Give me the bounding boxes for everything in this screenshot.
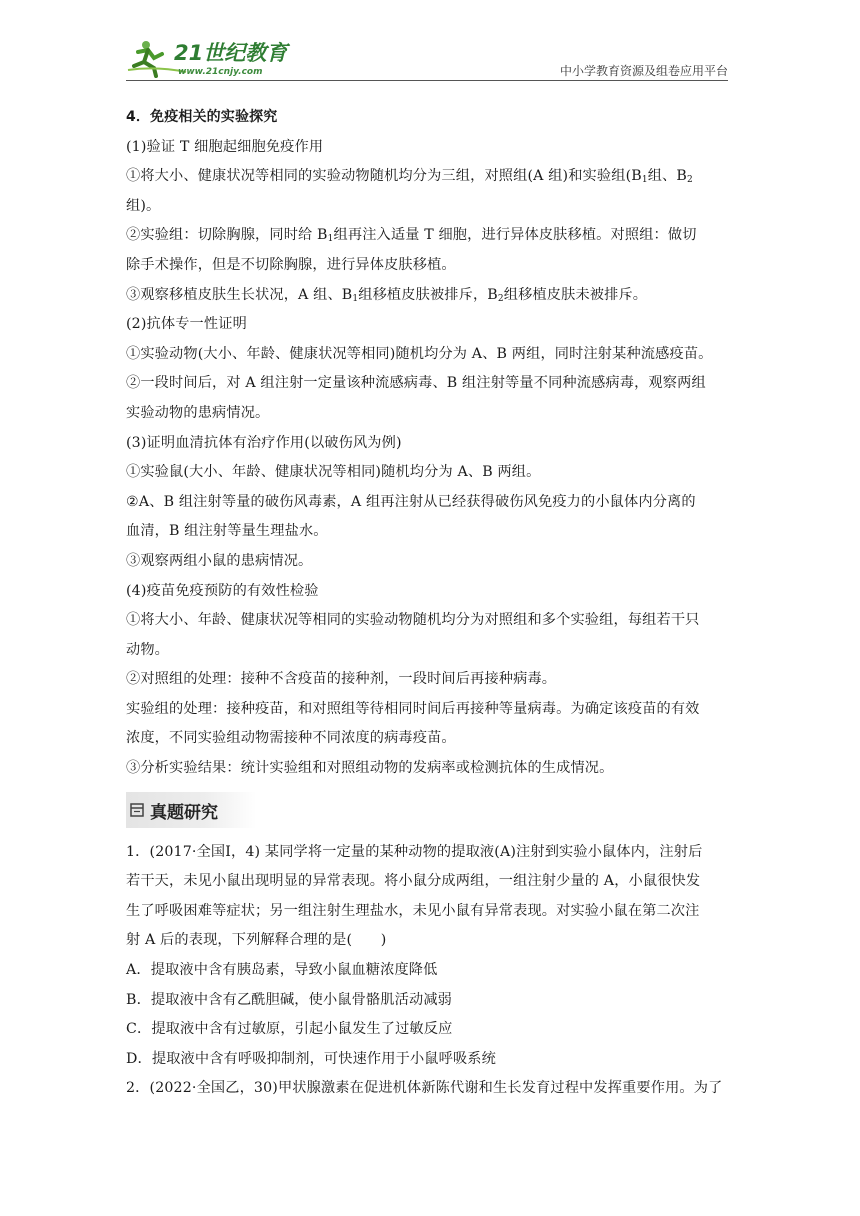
- paragraph-line: ①将大小、年龄、健康状况等相同的实验动物随机均分为对照组和多个实验组，每组若干只: [126, 612, 700, 629]
- header-divider: [126, 80, 728, 81]
- subsection-title: (1)验证 T 细胞起细胞免疫作用: [126, 138, 324, 155]
- answer-option-d: D．提取液中含有呼吸抑制剂，可快速作用于小鼠呼吸系统: [126, 1050, 496, 1067]
- question-line: 2．(2022·全国乙，30)甲状腺激素在促进机体新陈代谢和生长发育过程中发挥重要作用。为了: [126, 1080, 723, 1097]
- document-body: [126, 103, 738, 1104]
- paragraph-line: 动物。: [126, 641, 170, 658]
- question-line: 若干天，未见小鼠出现明显的异常表现。将小鼠分成两组，一组注射少量的 A，小鼠很快发: [126, 873, 701, 890]
- banner-title: 真题研究: [150, 802, 218, 823]
- subsection-title: (3)证明血清抗体有治疗作用(以破伤风为例): [126, 434, 402, 451]
- paragraph-line: ①将大小、健康状况等相同的实验动物随机均分为三组，对照组(A 组)和实验组($B_1$组、$B_2$: [126, 168, 693, 186]
- paragraph-line: 实验组的处理：接种疫苗，和对照组等待相同时间后再接种等量病毒。为确定该疫苗的有效: [126, 700, 700, 717]
- answer-option-b: B．提取液中含有乙酰胆碱，使小鼠骨骼肌活动减弱: [126, 991, 453, 1008]
- section-heading: 4．免疫相关的实验探究: [126, 109, 278, 125]
- book-icon: [130, 803, 144, 817]
- paragraph-line: ②实验组：切除胸腺，同时给 $B_1$组再注入适量 T 细胞，进行异体皮肤移植。对照组：做切: [126, 227, 697, 245]
- page-header: [126, 30, 728, 82]
- paragraph-line: ③观察两组小鼠的患病情况。: [126, 552, 313, 569]
- answer-option-a: A．提取液中含有胰岛素，导致小鼠血糖浓度降低: [126, 962, 438, 979]
- subsection-title: (4)疫苗免疫预防的有效性检验: [126, 582, 319, 599]
- answer-option-c: C．提取液中含有过敏原，引起小鼠发生了过敏反应: [126, 1021, 453, 1038]
- platform-name: 中小学教育资源及组卷应用平台: [559, 64, 728, 78]
- question-line: 1．(2017·全国Ⅰ，4) 某同学将一定量的某种动物的提取液(A)注射到实验小鼠体内，注射后: [126, 843, 703, 860]
- paragraph-line: ②对照组的处理：接种不含疫苗的接种剂，一段时间后再接种病毒。: [126, 671, 557, 688]
- paragraph-line: ③观察移植皮肤生长状况，A 组、$B_1$组移植皮肤被排斥，$B_2$组移植皮肤未被排斥。: [126, 286, 648, 304]
- paragraph-line: ①实验动物(大小、年龄、健康状况等相同)随机均分为 A、B 两组，同时注射某种流感疫苗。: [126, 345, 713, 362]
- question-line: 射 A 后的表现，下列解释合理的是( ): [126, 932, 387, 949]
- subsection-title: (2)抗体专一性证明: [126, 316, 247, 333]
- paragraph-line: ①实验鼠(大小、年龄、健康状况等相同)随机均分为 A、B 两组。: [126, 464, 541, 481]
- section-banner: [126, 792, 738, 828]
- brand-logo: [126, 36, 296, 80]
- paragraph-line: 除手术操作，但是不切除胸腺，进行异体皮肤移植。: [126, 256, 456, 273]
- paragraph-line: ②一段时间后，对 A 组注射一定量该种流感病毒、B 组注射等量不同种流感病毒，观察两组: [126, 375, 706, 392]
- question-line: 生了呼吸困难等症状；另一组注射生理盐水，未见小鼠有异常表现。对实验小鼠在第二次注: [126, 902, 700, 919]
- paragraph-line: ②A、B 组注射等量的破伤风毒素，A 组再注射从已经获得破伤风免疫力的小鼠体内分离的: [126, 493, 696, 510]
- paragraph-line: 实验动物的患病情况。: [126, 404, 270, 421]
- logo-url: www.21cnjy.com: [178, 67, 263, 77]
- paragraph-line: ③分析实验结果：统计实验组和对照组动物的发病率或检测抗体的生成情况。: [126, 760, 614, 777]
- paragraph-line: 组)。: [126, 197, 161, 214]
- paragraph-line: 浓度，不同实验组动物需接种不同浓度的病毒疫苗。: [126, 730, 456, 747]
- logo-text: 21世纪教育: [174, 41, 288, 65]
- paragraph-line: 血清，B 组注射等量生理盐水。: [126, 523, 328, 540]
